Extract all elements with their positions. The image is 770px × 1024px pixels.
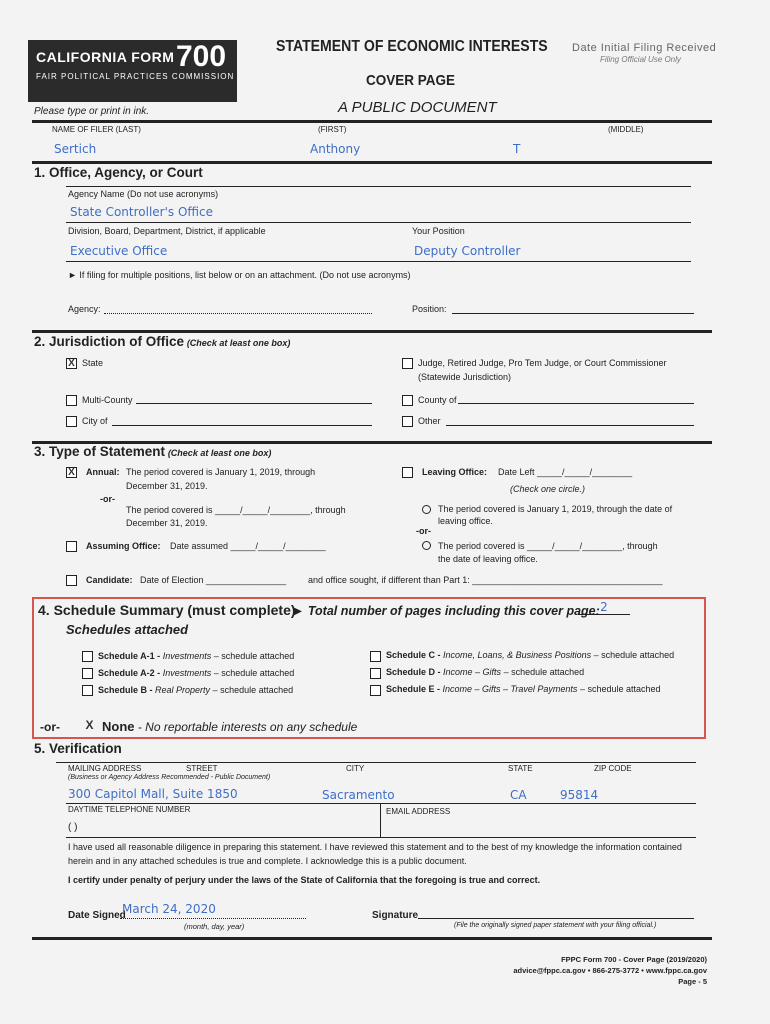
address-note: (Business or Agency Address Recommended - Public Document)	[68, 774, 271, 781]
position-2-label: Position:	[412, 304, 447, 314]
section-5-title: 5. Verification	[34, 741, 122, 756]
other-label: Other	[418, 416, 441, 426]
agency-2-label: Agency:	[68, 304, 101, 314]
leaving-date: Date Left _____/_____/________	[498, 467, 633, 477]
candidate-date: Date of Election ________________	[140, 575, 287, 585]
form-logo	[28, 40, 237, 102]
logo-number: 700	[176, 40, 227, 73]
footer-line-2: advice@fppc.ca.gov • 866-275-3772 • www.fppc.ca.gov	[513, 966, 707, 975]
zip-value[interactable]: 95814	[560, 788, 599, 802]
multi-county-label: Multi-County	[82, 395, 133, 405]
assuming-checkbox[interactable]	[66, 541, 77, 552]
schedule-a2: Schedule A-2 - Investments – schedule attached	[98, 668, 295, 678]
zip-label: ZIP CODE	[594, 764, 632, 773]
none-checkbox[interactable]: X	[85, 718, 94, 732]
position-label: Your Position	[412, 226, 465, 236]
annual-text-3: The period covered is _____/_____/________, through	[126, 505, 346, 515]
county-label: County of	[418, 395, 457, 405]
perjury-statement: I certify under penalty of perjury under the laws of the State of California that the foregoing is true and correct.	[68, 875, 541, 885]
office-sought: and office sought, if different than Part 1: ______________________________________	[308, 575, 663, 585]
leaving-or: -or-	[416, 526, 431, 536]
last-name[interactable]: Sertich	[54, 142, 97, 156]
section-1-title: 1. Office, Agency, or Court	[34, 165, 203, 180]
schedule-b-checkbox[interactable]	[82, 685, 93, 696]
judge-label: Judge, Retired Judge, Pro Tem Judge, or Court Commissioner	[418, 358, 667, 368]
street-address[interactable]: 300 Capitol Mall, Suite 1850	[68, 787, 238, 801]
division-label: Division, Board, Department, District, if applicable	[68, 226, 266, 236]
annual-checkbox[interactable]: X	[66, 467, 77, 478]
print-note: Please type or print in ink.	[34, 106, 150, 117]
schedule-a2-checkbox[interactable]	[82, 668, 93, 679]
division-name[interactable]: Executive Office	[70, 244, 168, 258]
agency-label: Agency Name (Do not use acronyms)	[68, 189, 219, 199]
middle-name[interactable]: T	[513, 142, 521, 156]
date-signed-value[interactable]: March 24, 2020	[122, 902, 216, 916]
date-hint: (month, day, year)	[184, 922, 245, 931]
county-checkbox[interactable]	[402, 395, 413, 406]
leaving-option-b-2: the date of leaving office.	[438, 554, 538, 564]
multiple-positions-note: ► If filing for multiple positions, list below or on an attachment. (Do not use acronyms)	[68, 270, 411, 280]
footer-line-1: FPPC Form 700 - Cover Page (2019/2020)	[561, 955, 707, 964]
phone-label: DAYTIME TELEPHONE NUMBER	[68, 805, 191, 814]
state-checkbox[interactable]: X	[66, 358, 77, 369]
schedule-e: Schedule E - Income – Gifts – Travel Payments – schedule attached	[386, 684, 661, 694]
multi-county-checkbox[interactable]	[66, 395, 77, 406]
position-name[interactable]: Deputy Controller	[414, 244, 521, 258]
logo-line2: FAIR POLITICAL PRACTICES COMMISSION	[36, 72, 235, 81]
form-subtitle: COVER PAGE	[366, 72, 456, 89]
date-signed-label: Date Signed	[68, 910, 126, 921]
schedule-a1-checkbox[interactable]	[82, 651, 93, 662]
annual-text-4: December 31, 2019.	[126, 518, 208, 528]
annual-text-1: The period covered is January 1, 2019, through	[126, 467, 316, 477]
state-value[interactable]: CA	[510, 788, 527, 802]
section-2-heading: 2. Jurisdiction of Office (Check at least one box)	[34, 334, 291, 349]
email-label: EMAIL ADDRESS	[386, 807, 451, 816]
annual-label: Annual:	[86, 467, 120, 477]
judge-checkbox[interactable]	[402, 358, 413, 369]
city-value[interactable]: Sacramento	[322, 788, 395, 802]
email-divider	[380, 803, 381, 837]
phone-value[interactable]: ( )	[68, 822, 78, 833]
footer-page: Page - 5	[678, 977, 707, 986]
schedule-c-checkbox[interactable]	[370, 651, 381, 662]
assuming-date: Date assumed _____/_____/________	[170, 541, 326, 551]
assuming-label: Assuming Office:	[86, 541, 161, 551]
judge-sublabel: (Statewide Jurisdiction)	[418, 372, 512, 382]
leaving-option-a-1: The period covered is January 1, 2019, through the date of	[438, 504, 673, 514]
leaving-label: Leaving Office:	[422, 467, 488, 477]
section-4-title: 4. Schedule Summary (must complete)	[38, 602, 296, 618]
form-title: STATEMENT OF ECONOMIC INTERESTS	[276, 38, 548, 55]
first-name[interactable]: Anthony	[310, 142, 361, 156]
candidate-label: Candidate:	[86, 575, 133, 585]
schedule-d: Schedule D - Income – Gifts – schedule attached	[386, 667, 585, 677]
certification-2: herein and in any attached schedules is true and complete. I acknowledge this is a public document.	[68, 856, 467, 866]
total-pages-label: ► Total number of pages including this cover page:	[292, 604, 600, 618]
first-name-label: (FIRST)	[318, 125, 347, 134]
schedule-c: Schedule C - Income, Loans, & Business Positions – schedule attached	[386, 650, 675, 660]
leaving-option-b-1: The period covered is _____/_____/________, through	[438, 541, 658, 551]
city-checkbox[interactable]	[66, 416, 77, 427]
none-or: -or-	[40, 720, 60, 734]
schedule-d-checkbox[interactable]	[370, 668, 381, 679]
leaving-option-a[interactable]	[422, 505, 431, 514]
signature-hint: (File the originally signed paper statement with your filing official.)	[454, 922, 657, 929]
none-label: None - No reportable interests on any schedule	[102, 719, 358, 734]
public-document: A PUBLIC DOCUMENT	[338, 99, 497, 116]
leaving-option-b[interactable]	[422, 541, 431, 550]
middle-name-label: (MIDDLE)	[608, 125, 644, 134]
circle-hint: (Check one circle.)	[510, 484, 586, 494]
section-3-heading: 3. Type of Statement (Check at least one box)	[34, 444, 272, 459]
city-label: City of	[82, 416, 108, 426]
last-name-label: NAME OF FILER (LAST)	[52, 125, 141, 134]
agency-name[interactable]: State Controller's Office	[70, 205, 213, 219]
certification-1: I have used all reasonable diligence in preparing this statement. I have reviewed this statement and to the best of my knowledge the information contained	[68, 842, 682, 852]
logo-line1: CALIFORNIA FORM	[36, 49, 175, 65]
state-label-5: STATE	[508, 764, 533, 773]
signature-label: Signature	[372, 910, 419, 921]
leaving-checkbox[interactable]	[402, 467, 413, 478]
stamp-sublabel: Filing Official Use Only	[600, 55, 681, 64]
leaving-option-a-2: leaving office.	[438, 516, 493, 526]
schedules-attached-label: Schedules attached	[66, 622, 189, 637]
schedule-a1: Schedule A-1 - Investments – schedule attached	[98, 651, 295, 661]
total-pages-value[interactable]: 2	[578, 600, 630, 615]
city-label-5: CITY	[346, 764, 365, 773]
other-checkbox[interactable]	[402, 416, 413, 427]
stamp-label: Date Initial Filing Received	[572, 42, 717, 54]
mailing-label: MAILING ADDRESS	[68, 764, 142, 773]
annual-or: -or-	[100, 494, 115, 504]
candidate-checkbox[interactable]	[66, 575, 77, 586]
schedule-e-checkbox[interactable]	[370, 685, 381, 696]
schedule-b: Schedule B - Real Property – schedule attached	[98, 685, 294, 695]
street-label: STREET	[186, 764, 218, 773]
annual-text-2: December 31, 2019.	[126, 481, 208, 491]
state-label: State	[82, 358, 104, 368]
